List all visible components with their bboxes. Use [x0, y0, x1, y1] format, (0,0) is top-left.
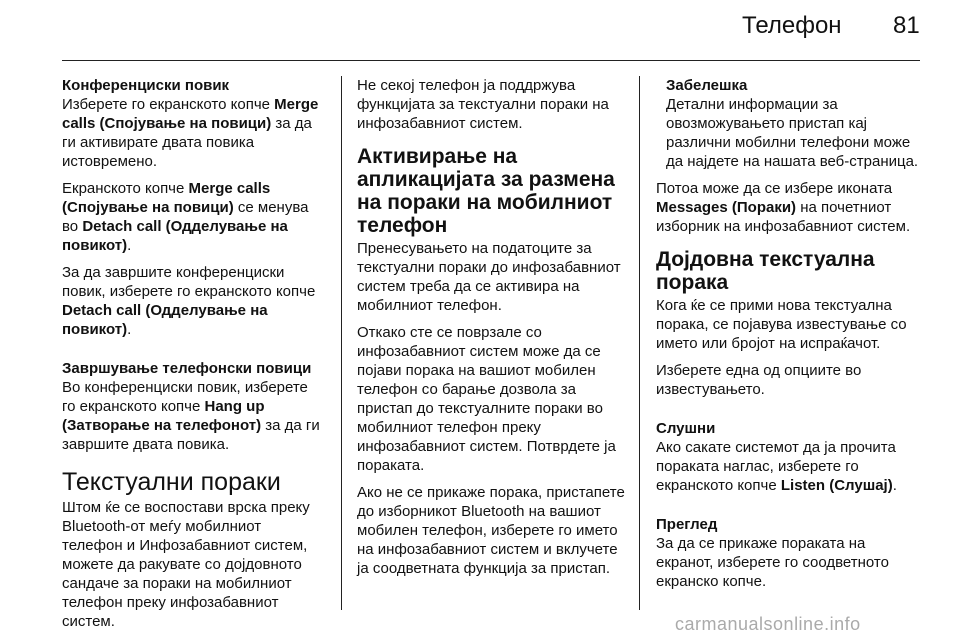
watermark: carmanualsonline.info — [675, 614, 861, 634]
column-divider-1 — [341, 76, 342, 610]
column-divider-2 — [639, 76, 640, 610]
paragraph: Потоа може да се избере иконата Messages (Пораки) на почетниот изборник на инфозабавниот систем. — [656, 180, 911, 235]
section-title-conference-call: Конференциски повик — [62, 77, 230, 94]
note-title: Забелешка — [666, 77, 748, 94]
paragraph: Изберете го екранското копче Merge calls (Спојување на повици) за да ги активирате двата повика истовремено. — [62, 96, 319, 170]
note-box — [656, 76, 924, 171]
section-title-ending-calls: Завршување телефонски повици — [62, 360, 312, 377]
page-number: 81 — [893, 12, 920, 39]
column-1 — [62, 76, 324, 639]
paragraph: Не секој телефон ја поддржува функцијата за текстуални пораки на инфозабавниот систем. — [357, 77, 609, 132]
heading-incoming-message: Дојдовна текстуална порака — [656, 248, 875, 294]
heading-text-messages: Текстуални пораки — [62, 468, 281, 496]
paragraph: Ако не се прикаже порака, пристапете до изборникот Bluetooth на вашиот мобилен телефон, изберете го името на инфозабавниот систем и вклучете ја соодветната функција за пристап. — [357, 484, 625, 577]
paragraph: За да се прикаже пораката на екранот, изберете го соодветното екранско копче. — [656, 535, 889, 590]
paragraph: За да завршите конференциски повик, изберете го екранското копче Detach call (Одделување на повикот). — [62, 264, 316, 338]
section-title-view: Преглед — [656, 516, 718, 533]
section-title-listen: Слушни — [656, 420, 716, 437]
column-3 — [656, 76, 924, 599]
page-header-title: Телефон — [742, 12, 842, 39]
paragraph: Во конференциски повик, изберете го екранското копче Hang up (Затворање на телефонот) за да ги завршите двата повика. — [62, 379, 320, 453]
paragraph: Штом ќе се воспостави врска преку Bluetooth-от меѓу мобилниот телефон и Инфозабавниот систем, можете да ракувате со дојдовното сандаче за пораки на мобилниот телефон преку инфозабавниот систем. — [62, 499, 310, 630]
paragraph: Кога ќе се прими нова текстуална порака, се појавува известување со името или бројот на испраќачот. — [656, 297, 907, 352]
paragraph: Изберете една од опциите во известувањето. — [656, 362, 862, 398]
note-text: Детални информации за овозможувањето пристап кај различни мобилни телефони може да најдете на нашата веб-страница. — [666, 96, 919, 170]
paragraph: Екранското копче Merge calls (Спојување на повици) се менува во Detach call (Одделување на повикот). — [62, 180, 309, 254]
paragraph: Пренесувањето на податоците за текстуални пораки до инфозабавниот систем треба да се активира на мобилниот телефон. — [357, 240, 621, 314]
column-2 — [357, 76, 627, 586]
paragraph: Ако сакате системот да ја прочита пораката наглас, изберете го екранското копче Listen (Слушај). — [656, 439, 897, 494]
heading-activate-messaging: Активирање на апликацијата за размена на пораки на мобилниот телефон — [357, 145, 615, 237]
header-rule — [62, 60, 920, 61]
paragraph: Откако сте се поврзале со инфозабавниот систем може да се појави порака на вашиот мобилен телефон со барање дозвола за пристап до текстуалните пораки во мобилниот телефон преку инфозабавниот систем. Потврдете ја пораката. — [357, 324, 616, 474]
